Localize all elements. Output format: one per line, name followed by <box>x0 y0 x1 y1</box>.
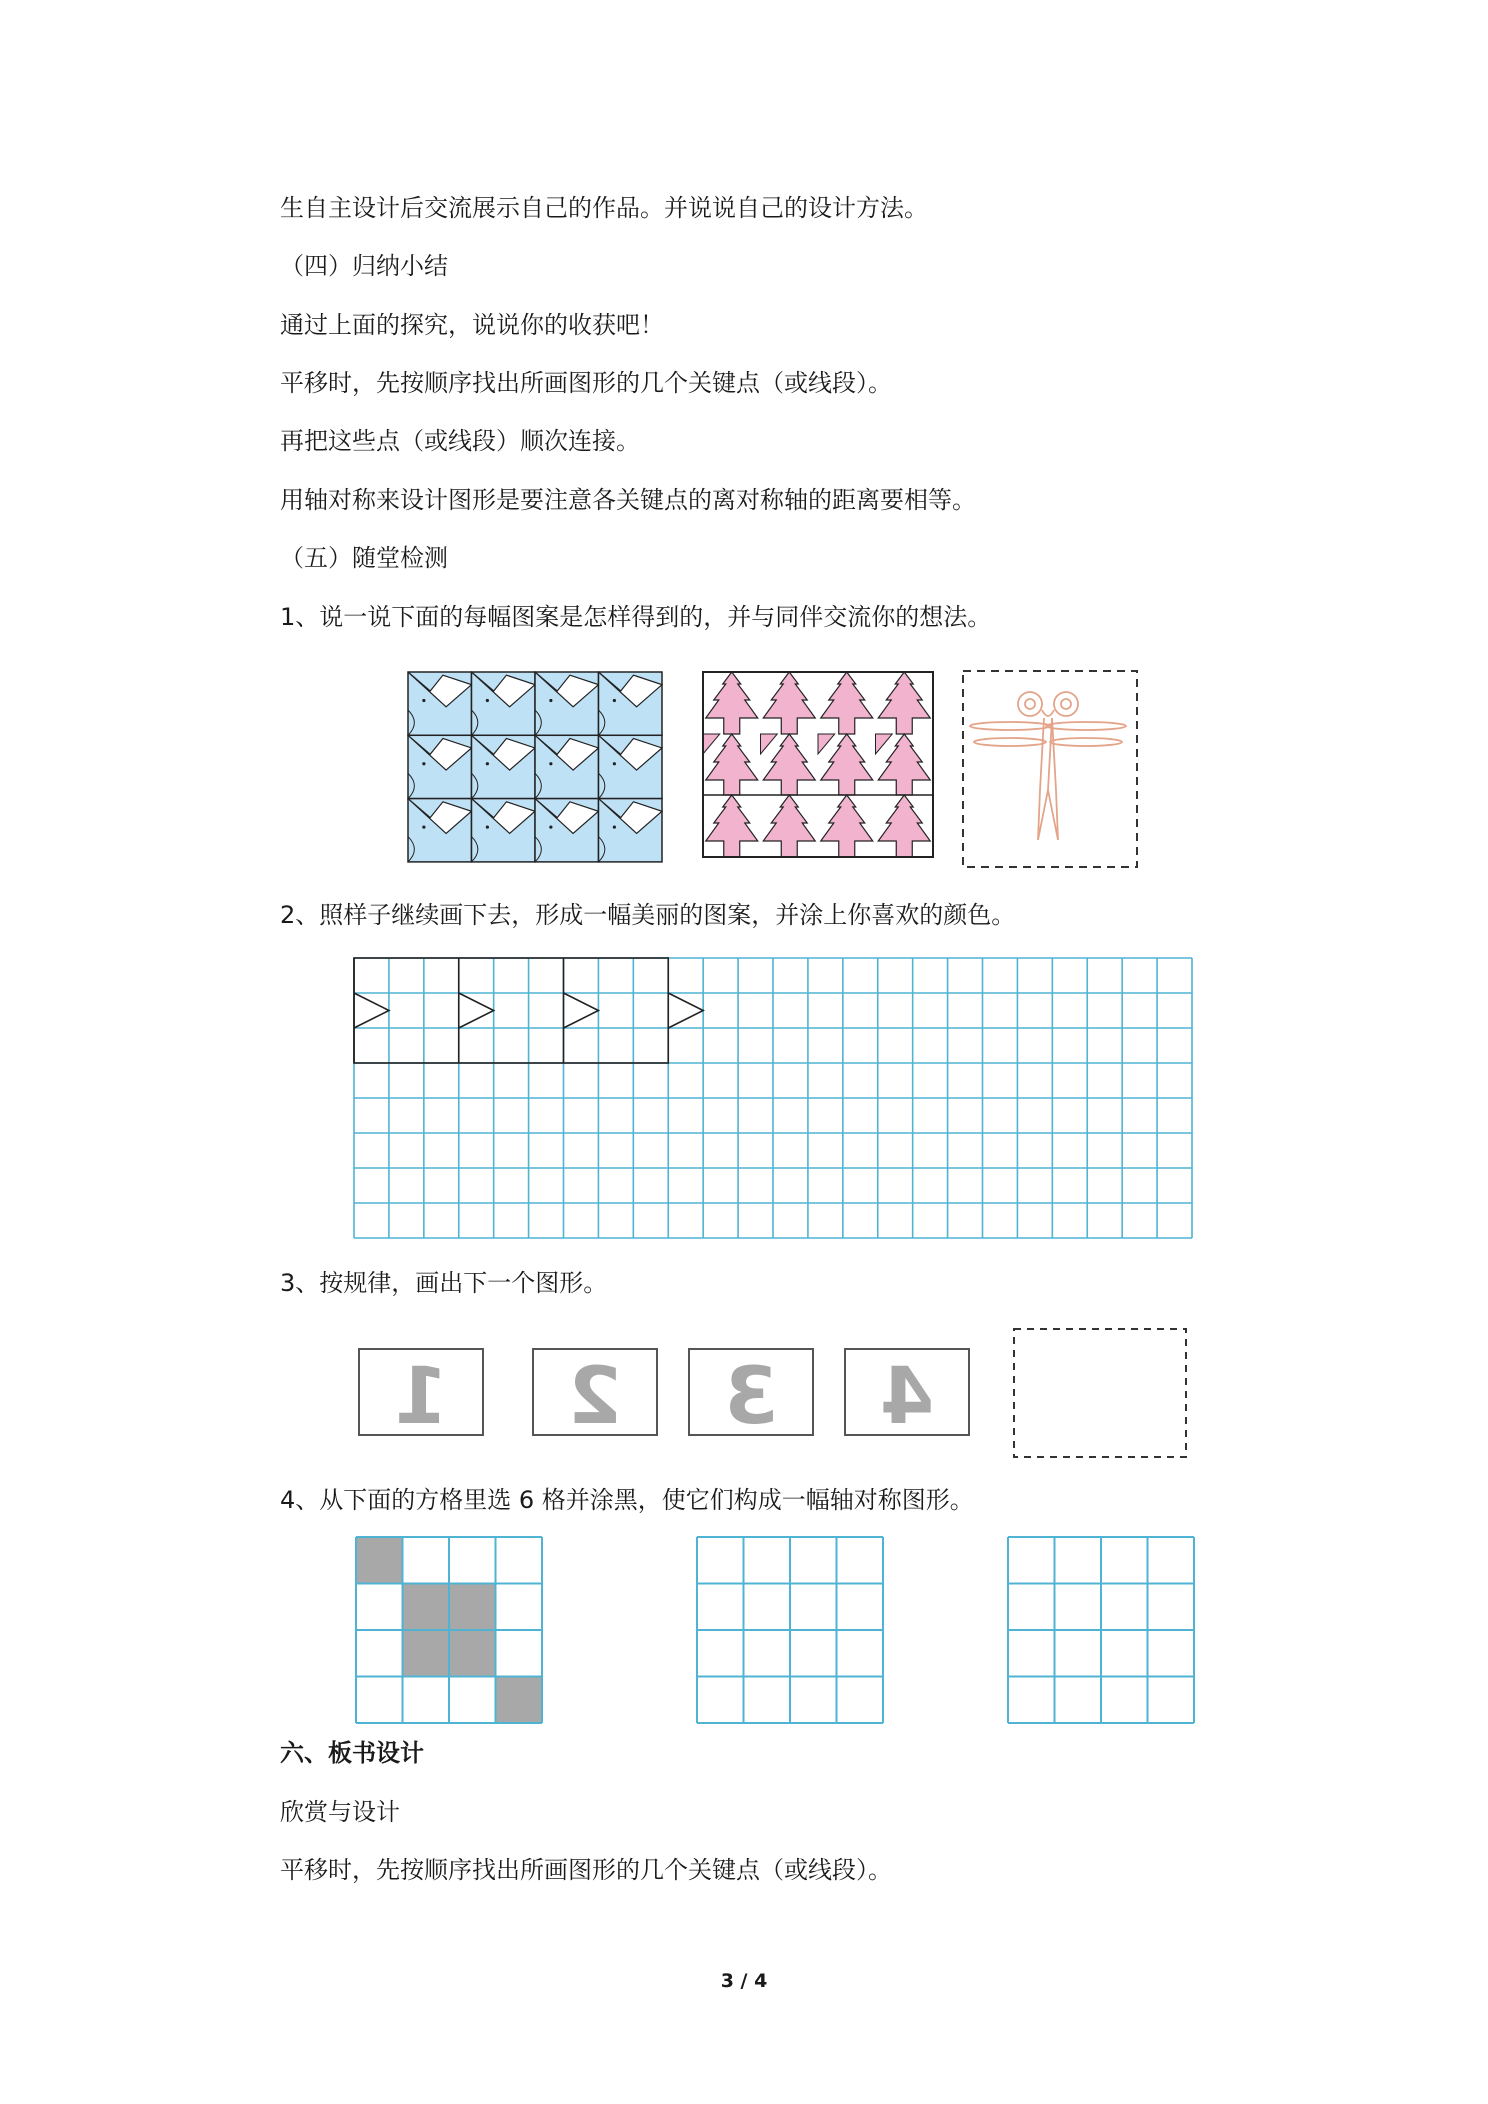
question-2: 2、照样子继续画下去，形成一幅美丽的图案，并涂上你喜欢的颜色。 <box>280 901 1016 929</box>
glyph-digit: 3 <box>723 1352 779 1442</box>
section-heading-summary: （四）归纳小结 <box>280 252 448 280</box>
section-heading-quiz: （五）随堂检测 <box>280 544 448 572</box>
question-1: 1、说一说下面的每幅图案是怎样得到的，并与同伴交流你的想法。 <box>280 603 992 631</box>
glyph-digit: 1 <box>393 1352 449 1442</box>
shaded-cell <box>403 1630 450 1677</box>
shaded-cell <box>356 1537 403 1584</box>
paragraph-axis-symmetry: 用轴对称来设计图形是要注意各关键点的离对称轴的距离要相等。 <box>280 486 976 514</box>
paragraph-design-exchange: 生自主设计后交流展示自己的作品。并说说自己的设计方法。 <box>280 194 928 222</box>
glyph-digit: 4 <box>879 1352 935 1442</box>
question-4: 4、从下面的方格里选 6 格并涂黑，使它们构成一幅轴对称图形。 <box>280 1486 974 1514</box>
paragraph-connect-points: 再把这些点（或线段）顺次连接。 <box>280 427 640 455</box>
board-translation-note: 平移时，先按顺序找出所画图形的几个关键点（或线段）。 <box>280 1856 892 1884</box>
glyph-digit: 2 <box>567 1352 623 1442</box>
question-3: 3、按规律，画出下一个图形。 <box>280 1269 608 1297</box>
paragraph-translation-keypoints: 平移时，先按顺序找出所画图形的几个关键点（或线段）。 <box>280 369 892 397</box>
shaded-cell <box>496 1677 543 1724</box>
answer-box <box>1014 1329 1186 1457</box>
board-title: 欣赏与设计 <box>280 1798 400 1826</box>
shaded-cell <box>449 1584 496 1631</box>
page-number: 3 / 4 <box>720 1970 768 1992</box>
pink-tree-tessellation <box>703 672 933 857</box>
symmetry-grids <box>354 1535 1194 1721</box>
dragonfly-figure <box>962 670 1138 868</box>
shaded-cell <box>403 1584 450 1631</box>
translation-grid <box>354 958 1192 1238</box>
blue-bird-tessellation <box>408 672 662 862</box>
section-heading-board-design: 六、板书设计 <box>280 1739 424 1767</box>
paragraph-harvest: 通过上面的探究，说说你的收获吧！ <box>280 311 664 339</box>
shaded-cell <box>449 1630 496 1677</box>
pattern-sequence <box>357 1327 1189 1459</box>
